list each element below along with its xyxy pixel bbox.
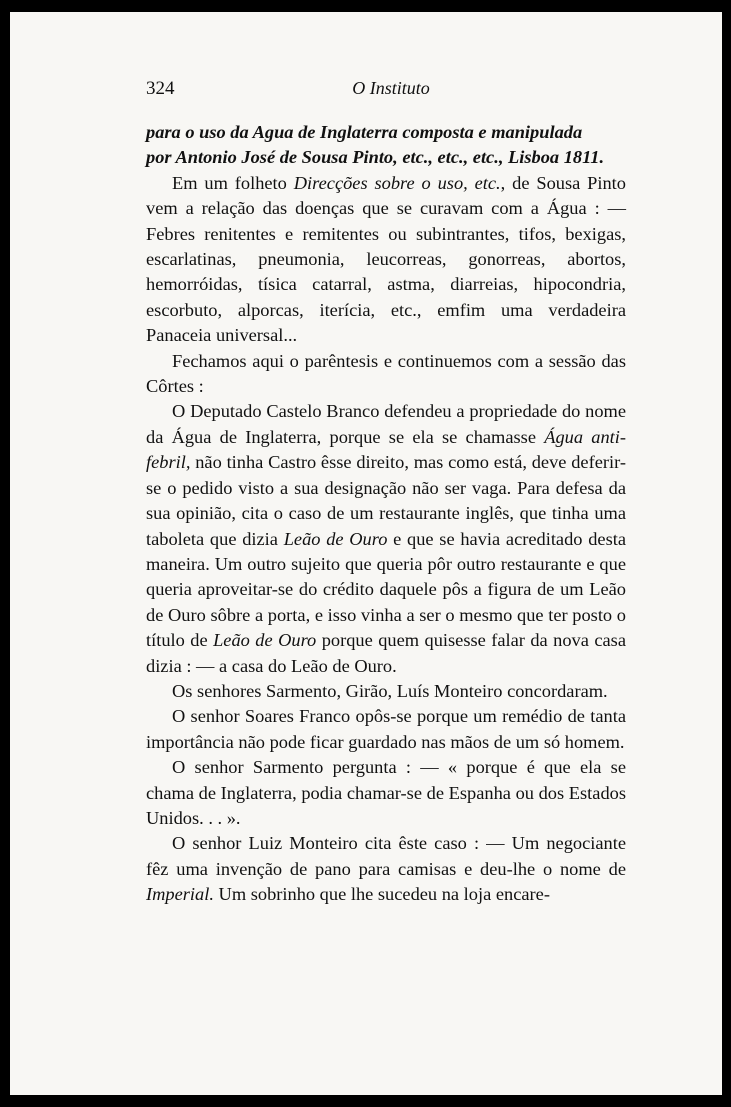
page-header xyxy=(146,78,636,104)
paragraph: Fechamos aqui o parêntesis e continuemos com a sessão das Côrtes : xyxy=(146,350,626,397)
title-line: para o uso da Agua de Inglaterra composta e manipulada xyxy=(146,122,583,142)
text-run: O Deputado Castelo Branco defendeu a propriedade do nome da Água de Inglaterra, porque se ela se chamasse xyxy=(146,401,626,447)
paragraph xyxy=(146,171,626,349)
title-line: por Antonio José de Sousa Pinto, etc., etc., etc., Lisboa 1811. xyxy=(146,147,605,168)
page-body xyxy=(146,120,626,908)
italic-text: Direcções sobre o uso, etc. xyxy=(293,172,501,193)
paragraph xyxy=(146,399,626,678)
italic-text: Imperial. xyxy=(146,884,214,905)
paragraph: O senhor Sarmento pergunta : — « porque é que ela se chama de Inglaterra, podia chamar-se de Espanha ou dos Estados Unidos. . . ». xyxy=(146,757,626,828)
italic-text: Água anti-febril, xyxy=(146,426,626,473)
paragraph xyxy=(146,831,626,907)
text-run: Em um folheto xyxy=(172,172,294,193)
text-run: Um sobrinho que lhe sucedeu na loja encare- xyxy=(213,884,550,905)
text-run: não tinha Castro êsse direito, mas como está, deve deferir-se o pedido visto a sua designação não ser vaga. Para defesa da sua opinião, cita o caso de um restaurante inglês, que tinha uma taboleta que dizia xyxy=(146,452,626,549)
running-title: O Instituto xyxy=(352,78,430,98)
italic-text: Leão de Ouro xyxy=(213,630,317,651)
page-number: 324 xyxy=(146,78,175,99)
paragraph: Os senhores Sarmento, Girão, Luís Monteiro concordaram. xyxy=(172,680,608,701)
paragraph: O senhor Soares Franco opôs-se porque um remédio de tanta importância não pode ficar guardado nas mãos de um só homem. xyxy=(146,706,626,752)
text-run: O senhor Luiz Monteiro cita êste caso : — Um negociante fêz uma invenção de pano para camisas e deu-lhe o nome de xyxy=(146,833,626,879)
bibliographic-title xyxy=(146,120,626,171)
book-page xyxy=(10,12,722,1095)
text-run: e que se havia acreditado desta maneira. Um outro sujeito que queria pôr outro restaurante e que queria aproveitar-se do crédito daquele pôs a figura de um Leão de Ouro sôbre a porta, e isso vinha a ser o mesmo que ter posto o título de xyxy=(146,528,626,651)
text-run: porque quem quisesse falar da nova casa dizia : — a casa do Leão de Ouro. xyxy=(146,630,626,676)
text-run: , de Sousa Pinto vem a relação das doenças que se curavam com a Água : — Febres renitentes e remitentes ou subintrantes, tifos, bexigas, escarlatinas, pneumonia, leucorreas, gonorreas, abortos, hemorróidas, tísica catarral, astma, diarreias, hipocondria, escorbuto, alporcas, iterícia, etc., emfim uma verdadeira Panaceia universal... xyxy=(146,172,626,346)
italic-text: Leão de Ouro xyxy=(283,528,388,549)
